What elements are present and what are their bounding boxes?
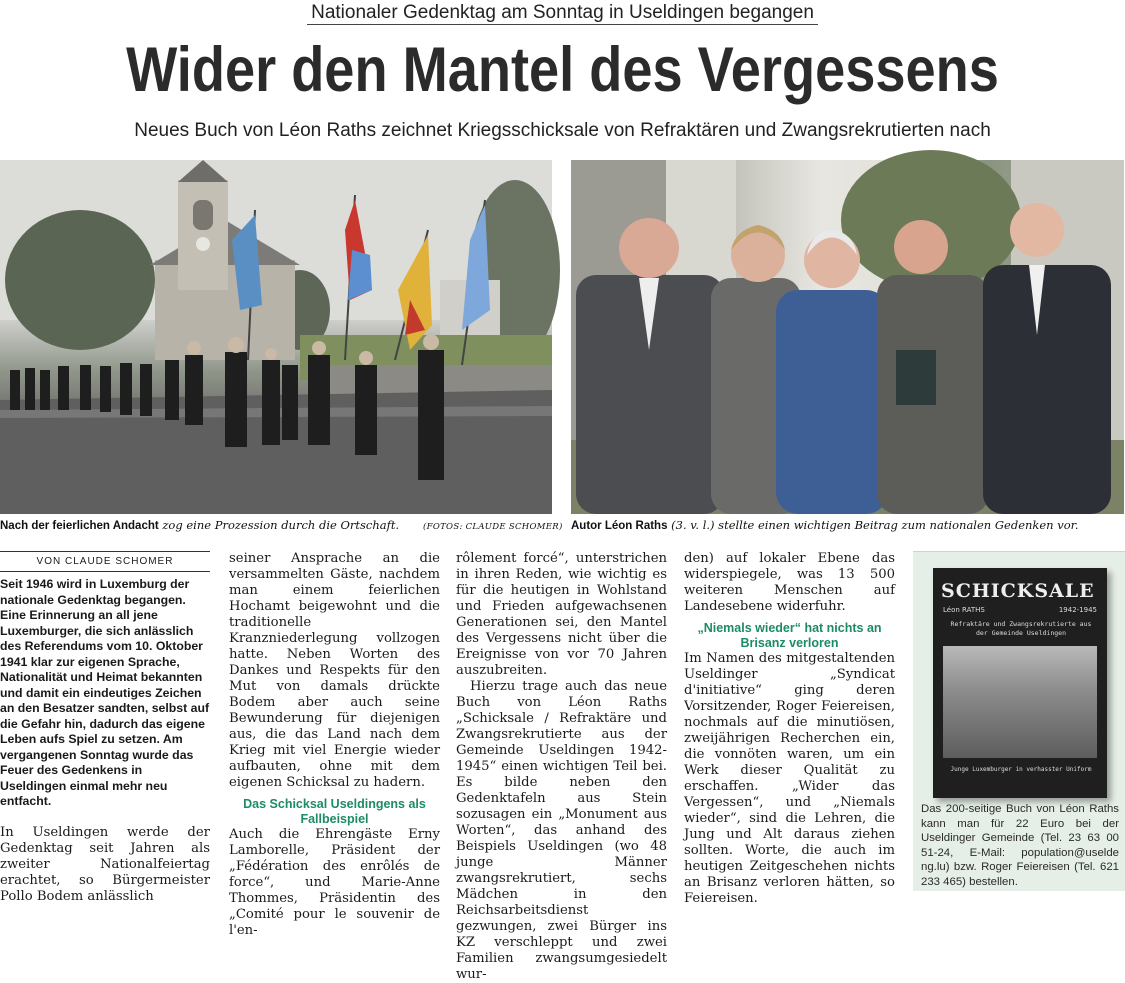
article-column-4 [684, 551, 895, 906]
column-4-paragraph-2: Im Namen des mitgestaltenden Useldinger „Syndicat d'initiative“ ging deren Vorsitzender, Roger Feiereisen, nochmals auf die minutiösen, zweijährigen Recherchen ein, die vonnöten waren, um ein Werk dieser Qualität zu erschaffen. „Wider das Vergessen“, und „Niemals wieder“, sind die Lehren, die Jung und Alt daraus ziehen sollten. Worte, die auch im heutigen Zeitgeschehen nichts an Brisanz verloren hätten, so Feiereisen. [684, 651, 895, 906]
byline: VON CLAUDE SCHOMER [0, 551, 210, 572]
article-column-3 [456, 551, 667, 982]
article-column-2 [229, 551, 440, 938]
book-title: SCHICKSALE [941, 580, 1095, 602]
column-2-paragraph-2: Auch die Ehrengäste Erny Lamborelle, Präsident der „Fédération des enrôlés de force“, und Marie-Anne Thommes, Präsidentin des „Comité pour le souvenir de l'en- [229, 827, 440, 938]
left-caption-bold: Nach der feierlichen Andacht [0, 520, 159, 532]
book-years: 1942-1945 [1058, 606, 1097, 614]
book-tagline: Junge Luxemburger in verhasster Uniform [950, 766, 1092, 773]
procession-illustration [0, 160, 552, 514]
procession-photo [0, 160, 552, 514]
book-order-info: Das 200-seitige Buch von Léon Raths kann man für 22 Euro bei der Useldinger Gemeinde (Tel. 23 63 00 51-24, E-Mail: population@uselde ng.lu) bzw. Roger Feiereisen (Tel. 621 233 465) bestellen. [921, 803, 1119, 888]
kicker [0, 2, 1125, 24]
book-author: Léon RATHS [943, 606, 985, 614]
subheadline: Neues Buch von Léon Raths zeichnet Kriegsschicksale von Refraktären und Zwangsrekrutierten nach [134, 120, 991, 141]
column-2-paragraph-1: seiner Ansprache an die versammelten Gäste, nachdem man einem feierlichen Hochamt beigewohnt und die traditionelle Kranzniederlegung vollzogen hatte. Neben Worten des Dankes und Respekts für den Mut von damals drückte Bodem aber auch seine Bewunderung für diejenigen aus, die das Land nach dem Krieg mit viel Energie wieder aufbauten, ohne mit dem eigenen Schicksal zu hadern. [229, 551, 440, 790]
article-column-1 [0, 551, 210, 904]
photo-credit: (FOTOS: CLAUDE SCHOMER) [423, 522, 563, 532]
right-caption-bold: Autor Léon Raths [571, 520, 668, 532]
book-subtitle: Refraktäre und Zwangsrekrutierte aus der Gemeinde Useldingen [950, 620, 1092, 637]
right-caption-rest: (3. v. l.) stellte einen wichtigen Beitrag zum nationalen Gedenken vor. [667, 518, 1079, 532]
subheading-niemals-wieder: „Niemals wieder“ hat nichts an Brisanz verloren [697, 621, 882, 650]
left-caption-rest: zog eine Prozession durch die Ortschaft. [158, 518, 400, 532]
subheading-fallbeispiel: Das Schicksal Useldingens als Fallbeispiel [243, 797, 426, 826]
column-1-paragraph-2: In Useldingen werde der Gedenktag seit Jahren als zweiter Nationalfeiertag erachtet, so Bürgermeister Pollo Bodem anlässlich [0, 824, 210, 904]
group-portrait-photo [571, 160, 1124, 514]
column-4-paragraph-1: den) auf lokaler Ebene das widerspiegele, was 13 500 weiteren Menschen auf Landesebene widerfuhr. [684, 551, 895, 614]
group-portrait-illustration [571, 160, 1124, 514]
book-cover-photo [943, 646, 1097, 758]
book-info-box [913, 551, 1125, 891]
column-3-paragraph-2: Hierzu trage auch das neue Buch von Léon Raths „Schicksale / Refraktäre und Zwangsrekrutierte aus der Gemeinde Useldingen 1942-1945“ einen wichtigen Teil bei. Es bilde neben den Gedenktafeln aus Stein sozusagen ein „Monument aus Worten“, das anhand des Beispiels Useldingen (wo 48 junge Männer zwangsrekrutiert, sechs Mädchen in den Reichsarbeitsdienst gezwungen, zwei Bürger ins KZ verschleppt und zwei Familien zwangsumgesiedelt wur- [456, 679, 667, 982]
book-cover [933, 568, 1107, 798]
lead-paragraph: Seit 1946 wird in Luxemburg der nationale Gedenktag begangen. Eine Erinnerung an all jene Luxemburger, die sich anlässlich des Referendums vom 10. Oktober 1941 klar zur eigenen Sprache, Nationalität und Heimat bekannten und damit ein eindeutiges Zeichen an den Besatzer sandten, selbst auf die Gefahr hin, dadurch das eigene Leben aufs Spiel zu setzen. Am vergangenen Sonntag wurde das Feuer des Gedenkens in Useldingen einmal mehr neu entfacht. [0, 577, 210, 808]
headline: Wider den Mantel des Vergessens [126, 35, 999, 105]
right-photo-caption [571, 518, 1079, 532]
left-photo-caption [0, 518, 399, 532]
kicker-text: Nationaler Gedenktag am Sonntag in Useldingen begangen [307, 2, 818, 25]
column-3-paragraph-1: rôlement forcé“, unterstrichen in ihren Reden, wie wichtig es für die heutigen in Wohlstand und Frieden aufgewachsenen Generationen sei, den Mantel des Vergessens nicht über die Ereignisse von vor 70 Jahren auszubreiten. [456, 551, 667, 678]
